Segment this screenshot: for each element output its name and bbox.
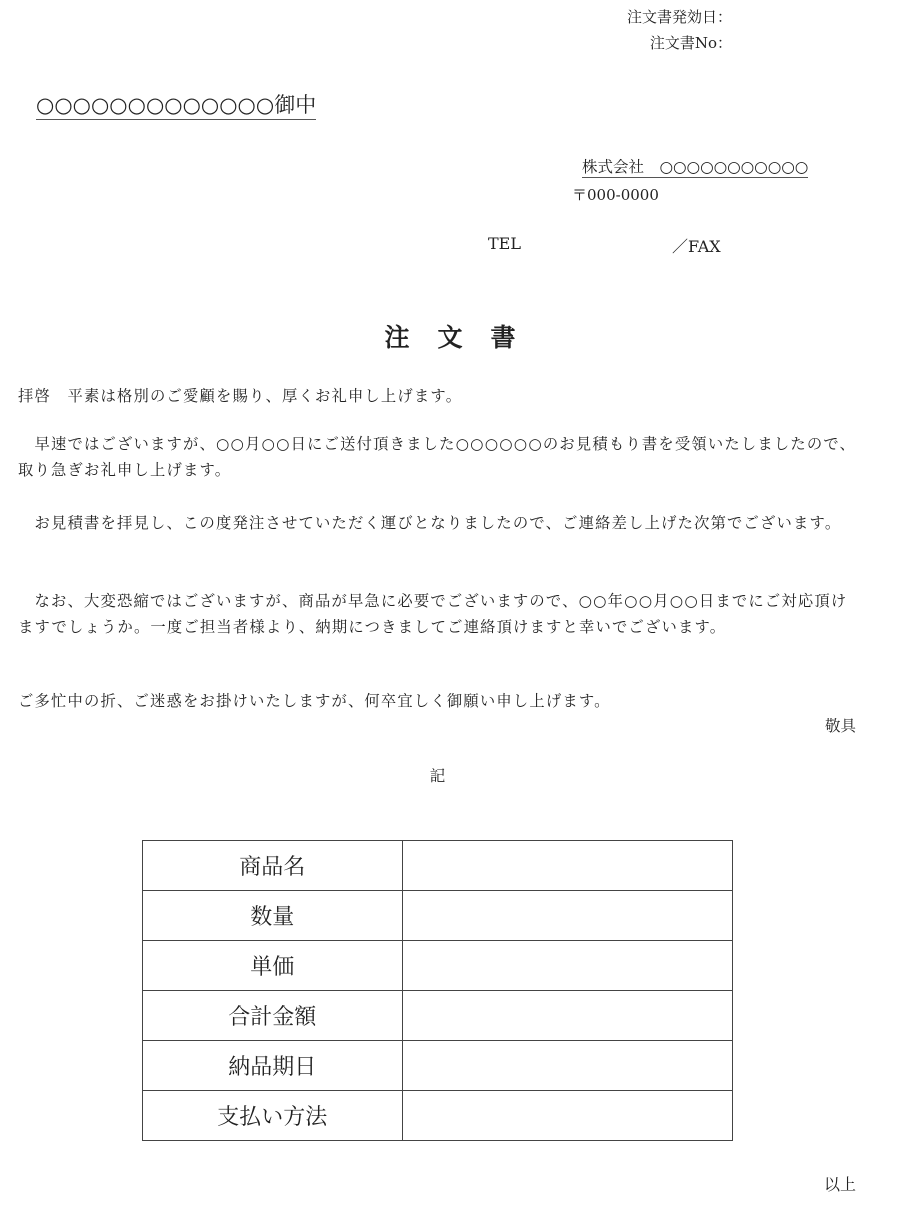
row-value-quantity[interactable] <box>402 891 732 941</box>
row-label-delivery-date: 納品期日 <box>143 1041 403 1091</box>
body-paragraph-3: なお、大変恐縮ではございますが、商品が早急に必要でございますので、○○年○○月○○日までにご対応頂けますでしょうか。一度ご担当者様より、納期につきましてご連絡頂けますと幸いでございます。 <box>18 592 848 636</box>
row-label-total-amount: 合計金額 <box>143 991 403 1041</box>
row-value-product-name[interactable] <box>402 841 732 891</box>
end-mark: 以上 <box>823 1175 856 1194</box>
closing-keigu: 敬具 <box>824 717 856 735</box>
order-number-label: 注文書No： <box>649 34 732 52</box>
ki-heading: 記 <box>429 767 446 785</box>
body-paragraph-1: 早速ではございますが、○○月○○日にご送付頂きました○○○○○○のお見積もり書を受領いたしましたので、取り急ぎお礼申し上げます。 <box>18 435 857 479</box>
sender-postal-code: 〒000-0000 <box>572 186 659 204</box>
table-row <box>143 941 733 991</box>
table-row <box>143 1091 733 1141</box>
body-paragraph-2: お見積書を拝見し、この度発注させていただく運びとなりましたので、ご連絡差し上げた次第でございます。 <box>18 514 842 532</box>
table-row <box>143 991 733 1041</box>
sender-tel-label: TEL <box>488 234 521 253</box>
sender-company: 株式会社 ○○○○○○○○○○○ <box>582 158 809 176</box>
row-value-unit-price[interactable] <box>402 941 732 991</box>
row-value-delivery-date[interactable] <box>402 1041 732 1091</box>
issue-date-label: 注文書発効日： <box>626 8 732 26</box>
greeting: 拝啓 平素は格別のご愛顧を賜り、厚くお礼申し上げます。 <box>18 387 463 405</box>
row-label-product-name: 商品名 <box>143 841 403 891</box>
document-title: 注文書 <box>384 323 544 352</box>
row-value-payment-method[interactable] <box>402 1091 732 1141</box>
row-label-payment-method: 支払い方法 <box>143 1091 403 1141</box>
row-label-quantity: 数量 <box>143 891 403 941</box>
addressee: ○○○○○○○○○○○○○御中 <box>36 92 316 120</box>
table-row <box>143 891 733 941</box>
order-details-table <box>142 840 733 1141</box>
sender-fax-label: ／FAX <box>672 237 721 256</box>
row-value-total-amount[interactable] <box>402 991 732 1041</box>
row-label-unit-price: 単価 <box>143 941 403 991</box>
table-row <box>143 841 733 891</box>
body-paragraph-4: ご多忙中の折、ご迷惑をお掛けいたしますが、何卒宜しく御願い申し上げます。 <box>18 692 611 710</box>
table-row <box>143 1041 733 1091</box>
